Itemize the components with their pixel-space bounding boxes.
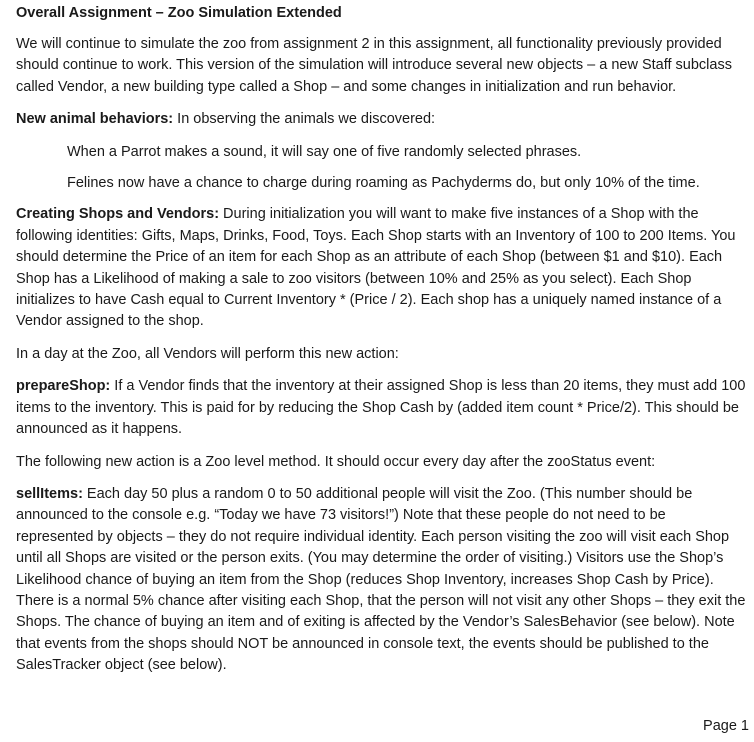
creating-shops-text: During initialization you will want to make five instances of a Shop with the following identities: Gifts, Maps, Drinks, Food, Toys. Each Shop starts with an Inventory of 100 to 200 Items. You should determine the Price of an item for each Shop as an attribute of each Shop (between $1 and $10). Each Shop has a Likelihood of making a sale to zoo visitors (between 10% and 25% as you select). Each Shop initializes to have Cash equal to Current Inventory * (Price / 2). Each shop has a uniquely named instance of a Vendor assigned to the shop. xyxy=(16,206,736,330)
parrot-behavior-item: When a Parrot makes a sound, it will say one of five randomly selected phrases. xyxy=(67,143,582,160)
document-page xyxy=(16,4,746,688)
page-number: Page 1 xyxy=(703,718,749,734)
sell-items-paragraph xyxy=(16,484,746,677)
new-animal-behaviors-text: In observing the animals we discovered: xyxy=(173,111,436,128)
document-title: Overall Assignment – Zoo Simulation Extended xyxy=(16,5,342,21)
new-animal-behaviors-heading: New animal behaviors: xyxy=(16,111,174,128)
sell-items-text: Each day 50 plus a random 0 to 50 additional people will visit the Zoo. (This number should be announced to the console e.g. “Today we have 73 visitors!”) Note that these people do not need to be represented by objects – they do not require individual identity. Each person visiting the zoo will visit each Shop until all Shops are visited or the person exits. (You may determine the order of visiting.) Visitors use the Shop’s Likelihood chance of buying an item from the Shop (reduces Shop Inventory, increases Shop Cash by Price). There is a normal 5% chance after visiting each Shop, that the person will not visit any other Shops – they exit the Shops. The chance of buying an item and of exiting is affected by the Vendor’s SalesBehavior (see below). Note that events from the shops should NOT be announced in console text, the events should be published to the SalesTracker object (see below). xyxy=(16,485,746,674)
sell-items-heading: sellItems: xyxy=(16,485,83,502)
day-at-zoo-paragraph: In a day at the Zoo, all Vendors will perform this new action: xyxy=(16,345,399,362)
creating-shops-heading: Creating Shops and Vendors: xyxy=(16,206,220,223)
zoo-level-paragraph: The following new action is a Zoo level method. It should occur every day after the zooStatus event: xyxy=(16,453,656,470)
prepare-shop-paragraph xyxy=(16,376,746,440)
prepare-shop-heading: prepareShop: xyxy=(16,378,111,395)
new-animal-behaviors-paragraph xyxy=(16,109,746,130)
prepare-shop-text: If a Vendor finds that the inventory at their assigned Shop is less than 20 items, they must add 100 items to the inventory. This is paid for by reducing the Shop Cash by (added item count * Price/2). This should be announced as it happens. xyxy=(16,378,746,438)
intro-paragraph: We will continue to simulate the zoo from assignment 2 in this assignment, all functionality previously provided should continue to work. This version of the simulation will introduce several new objects – a new Staff subclass called Vendor, a new building type called a Shop – and some changes in initialization and run behavior. xyxy=(16,36,732,95)
creating-shops-paragraph xyxy=(16,204,746,332)
feline-behavior-item: Felines now have a chance to charge during roaming as Pachyderms do, but only 10% of the time. xyxy=(67,175,700,192)
